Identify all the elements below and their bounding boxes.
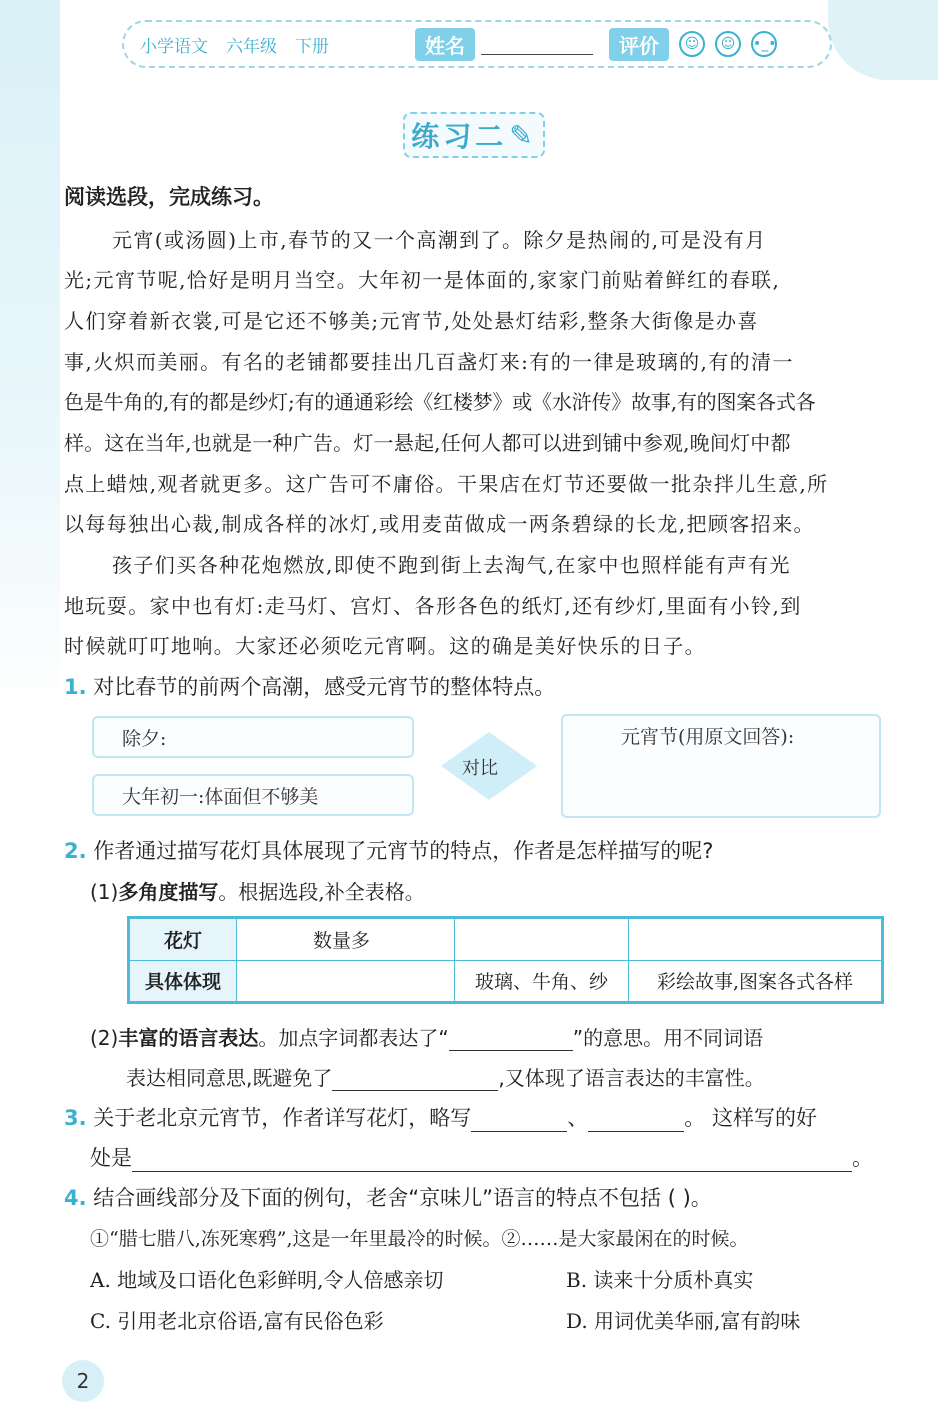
option-b[interactable]: B. 读来十分质朴真实 [566, 1268, 754, 1292]
answer-blank[interactable] [471, 1112, 567, 1132]
question-text: 作者通过描写花灯具体展现了元宵节的特点，作者是怎样描写的呢? [93, 839, 714, 863]
volume-label: 下册 [295, 36, 329, 57]
passage-line: 以每每独出心裁,制成各样的冰灯,或用麦苗做成一两条碧绿的长龙,把顾客招来。 [64, 512, 815, 536]
sub-text: 。加点字词都表达了“ [258, 1026, 449, 1050]
subquestion-1 [90, 876, 425, 905]
question-text: 处是 [90, 1146, 132, 1170]
passage-line: 地玩耍。家中也有灯:走马灯、宫灯、各形各色的纸灯,还有纱灯,里面有小铃,到 [64, 594, 802, 618]
sub-text: 表达相同意思,既避免了 [126, 1066, 333, 1090]
answer-blank[interactable] [588, 1112, 684, 1132]
instruction: 阅读选段，完成练习。 [64, 185, 274, 209]
passage-line: 时候就叮叮地响。大家还必须吃元宵啊。这的确是美好快乐的日子。 [64, 634, 706, 658]
name-tag: 姓名 [415, 28, 475, 61]
smile-face-icon[interactable]: ☺ [715, 31, 741, 57]
sub-text: 。根据选段,补全表格。 [218, 880, 425, 904]
passage-line: 事,火炽而美丽。有名的老铺都要挂出几百盏灯来:有的一律是玻璃的,有的清一 [64, 350, 794, 374]
box-label: 除夕: [122, 728, 167, 750]
exercise-title [403, 112, 545, 158]
question-2 [64, 835, 713, 865]
title-text: 练习二 [411, 120, 508, 153]
corner-decoration-left [0, 0, 60, 720]
passage-line: 色是牛角的,有的都是纱灯;有的通通彩绘《红楼梦》或《水浒传》故事,有的图案各式各 [64, 390, 816, 414]
question-number: 4. [64, 1186, 87, 1210]
example-sentence: ①“腊七腊八,冻死寒鸦”,这是一年里最冷的时候。②……是大家最闲在的时候。 [90, 1228, 749, 1250]
sub-text: ”的意思。用不同词语 [572, 1026, 764, 1050]
box-label: 元宵节(用原文回答): [621, 726, 795, 748]
passage-line: 孩子们买各种花炮燃放,即使不跑到街上去淘气,在家中也照样能有声有光 [112, 553, 791, 577]
table-row [129, 918, 883, 961]
subquestion-2 [90, 1022, 763, 1051]
option-c[interactable]: C. 引用老北京俗语,富有民俗色彩 [90, 1309, 384, 1333]
corner-decoration-right [828, 0, 938, 80]
subquestion-2-cont [126, 1062, 765, 1091]
question-text: 关于老北京元宵节，作者详写花灯，略写 [93, 1106, 472, 1130]
passage-line: 光;元宵节呢,恰好是明月当空。大年初一是体面的,家家门前贴着鲜红的春联, [64, 268, 781, 292]
page-number: 2 [62, 1360, 104, 1402]
sub-prefix: (2) [90, 1026, 119, 1050]
table-cell: 数量多 [237, 918, 455, 961]
option-a[interactable]: A. 地域及口语化色彩鲜明,令人倍感亲切 [90, 1268, 444, 1292]
box-label: 大年初一:体面但不够美 [122, 786, 319, 808]
table-row [129, 960, 883, 1003]
option-d[interactable]: D. 用词优美华丽,富有韵味 [566, 1309, 801, 1333]
name-field[interactable] [481, 33, 593, 55]
question-text: 对比春节的前两个高潮，感受元宵节的整体特点。 [93, 675, 556, 699]
header-bar [122, 20, 832, 68]
sub-bold: 多角度描写 [118, 880, 219, 904]
table-cell: 花灯 [129, 918, 237, 961]
passage-line: 样。这在当年,也就是一种广告。灯一悬起,任何人都可以进到铺中参观,晚间灯中都 [64, 431, 791, 455]
sub-bold: 丰富的语言表达 [118, 1026, 259, 1050]
answer-box-chuyi [92, 774, 414, 816]
period: 。 [852, 1146, 873, 1170]
question-text: 。 这样写的好 [684, 1106, 817, 1130]
table-cell: 具体体现 [129, 960, 237, 1003]
pencil-icon: ✎ [509, 118, 537, 152]
question-number: 1. [64, 675, 87, 699]
answer-box-chuxi[interactable] [92, 716, 414, 758]
passage-line: 人们穿着新衣裳,可是它还不够美;元宵节,处处悬灯结彩,整条大街像是办喜 [64, 309, 759, 333]
question-3 [64, 1102, 817, 1132]
table-cell: 玻璃、牛角、纱 [455, 960, 629, 1003]
table-cell-blank[interactable] [237, 960, 455, 1003]
passage-line: 元宵(或汤圆)上市,春节的又一个高潮到了。除夕是热闹的,可是没有月 [112, 228, 767, 252]
question-number: 3. [64, 1106, 87, 1130]
question-3-cont [90, 1142, 873, 1172]
grade-label: 六年级 [226, 36, 277, 57]
subject-label: 小学语文 [140, 36, 208, 57]
answer-blank[interactable] [332, 1071, 498, 1091]
neutral-face-icon[interactable]: •_• [751, 31, 777, 57]
answer-blank[interactable] [449, 1031, 573, 1051]
table-cell-blank[interactable] [629, 918, 883, 961]
answer-box-yuanxiao[interactable] [561, 714, 881, 818]
flower-lamp-table [127, 916, 884, 1004]
question-4 [64, 1182, 712, 1212]
answer-blank[interactable] [132, 1152, 852, 1172]
sub-text: ,又体现了语言表达的丰富性。 [498, 1066, 765, 1090]
passage-line: 点上蜡烛,观者就更多。这广告可不庸俗。干果店在灯节还要做一批杂拌儿生意,所 [64, 472, 829, 496]
question-text: 结合画线部分及下面的例句，老舍“京味儿”语言的特点不包括 ( )。 [93, 1186, 712, 1210]
question-1 [64, 671, 555, 701]
compare-label: 对比 [462, 758, 498, 779]
happy-face-icon[interactable]: ☺ [679, 31, 705, 57]
table-cell-blank[interactable] [455, 918, 629, 961]
separator: 、 [567, 1106, 589, 1130]
sub-prefix: (1) [90, 880, 119, 904]
table-cell: 彩绘故事,图案各式各样 [629, 960, 883, 1003]
question-number: 2. [64, 839, 87, 863]
eval-tag: 评价 [609, 28, 669, 61]
